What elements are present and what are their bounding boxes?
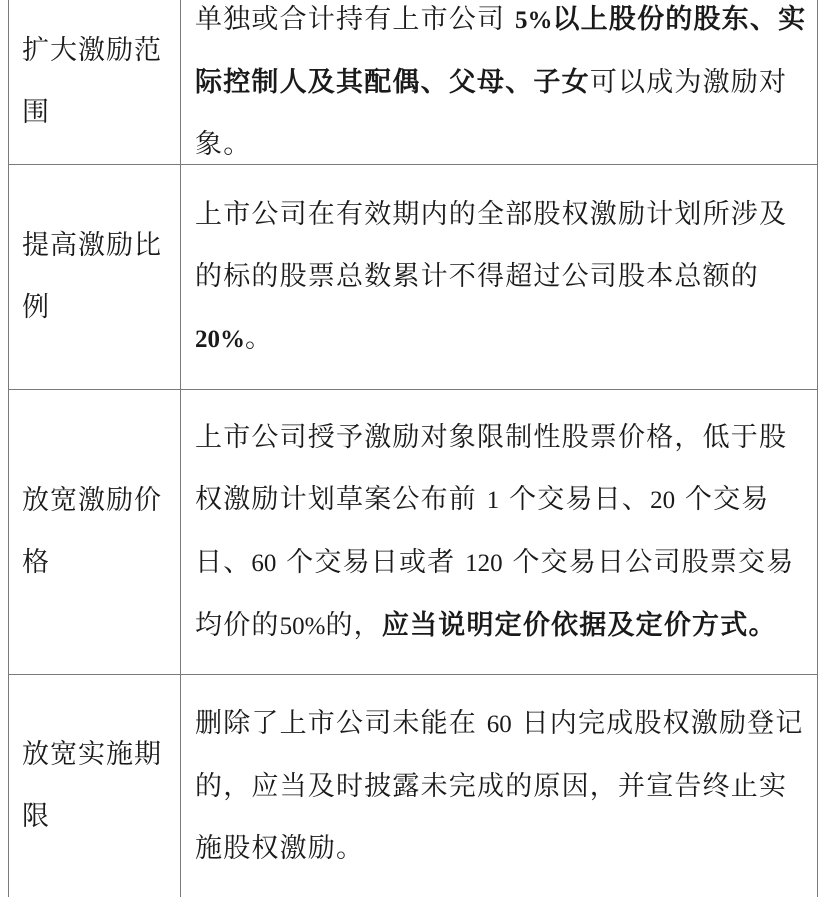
content-bold-number: 5%	[514, 6, 553, 34]
row-label: 放宽激励价格	[22, 485, 162, 578]
content-number: 60	[251, 549, 277, 577]
table-row	[9, 675, 817, 897]
content-text: 上市公司授予激励对象限制性股票价格，低于股权激励计划草案公布前	[195, 421, 788, 515]
row-content-cell	[181, 390, 817, 674]
row-label: 扩大激励范围	[22, 35, 162, 128]
row-content-cell	[181, 0, 817, 164]
content-bold-number: 20%	[195, 325, 245, 353]
row-label: 提高激励比例	[22, 230, 162, 323]
table-row	[9, 165, 817, 390]
row-label-cell	[9, 0, 181, 164]
row-label-cell	[9, 165, 181, 389]
content-text: 上市公司在有效期内的全部股权激励计划所涉及的标的股票总数累计不得超过公司股本总额的	[195, 198, 788, 292]
content-number: 1	[486, 486, 500, 514]
content-number: 20	[650, 486, 676, 514]
content-bold-text: 应当说明定价依据及定价方式。	[381, 609, 777, 641]
content-text: 删除了上市公司未能在	[195, 707, 487, 739]
content-text: 个交易日、	[195, 483, 770, 578]
content-text: 单独或合计持有上市公司	[195, 3, 515, 35]
table-row	[9, 0, 817, 165]
content-text: 。	[245, 322, 274, 354]
content-number: 120	[465, 549, 503, 577]
row-content	[195, 407, 807, 658]
table-row	[9, 390, 817, 675]
row-content	[195, 0, 807, 176]
row-content	[195, 693, 807, 880]
row-content-cell	[181, 675, 817, 897]
content-number: 60	[486, 710, 512, 738]
content-text: 个交易日、	[499, 483, 651, 515]
content-text: 可以成为激励对象。	[195, 66, 788, 160]
row-label: 放宽实施期限	[22, 739, 162, 832]
content-bold-text: 以上股份的股东、实际控制人及其配偶、父母、子女	[195, 3, 807, 98]
row-content	[195, 184, 807, 371]
row-label-cell	[9, 675, 181, 897]
content-text: 的，	[325, 609, 382, 641]
content-text: 日内完成股权激励登记的，应当及时披露未完成的原因，并宣告终止实施股权激励。	[195, 707, 804, 864]
row-content-cell	[181, 165, 817, 389]
content-number: 50%	[279, 612, 326, 640]
incentive-policy-table	[8, 0, 818, 897]
content-text: 个交易日公司股票交易均价的	[195, 546, 795, 641]
row-label-cell	[9, 390, 181, 674]
content-text: 个交易日或者	[276, 546, 466, 578]
